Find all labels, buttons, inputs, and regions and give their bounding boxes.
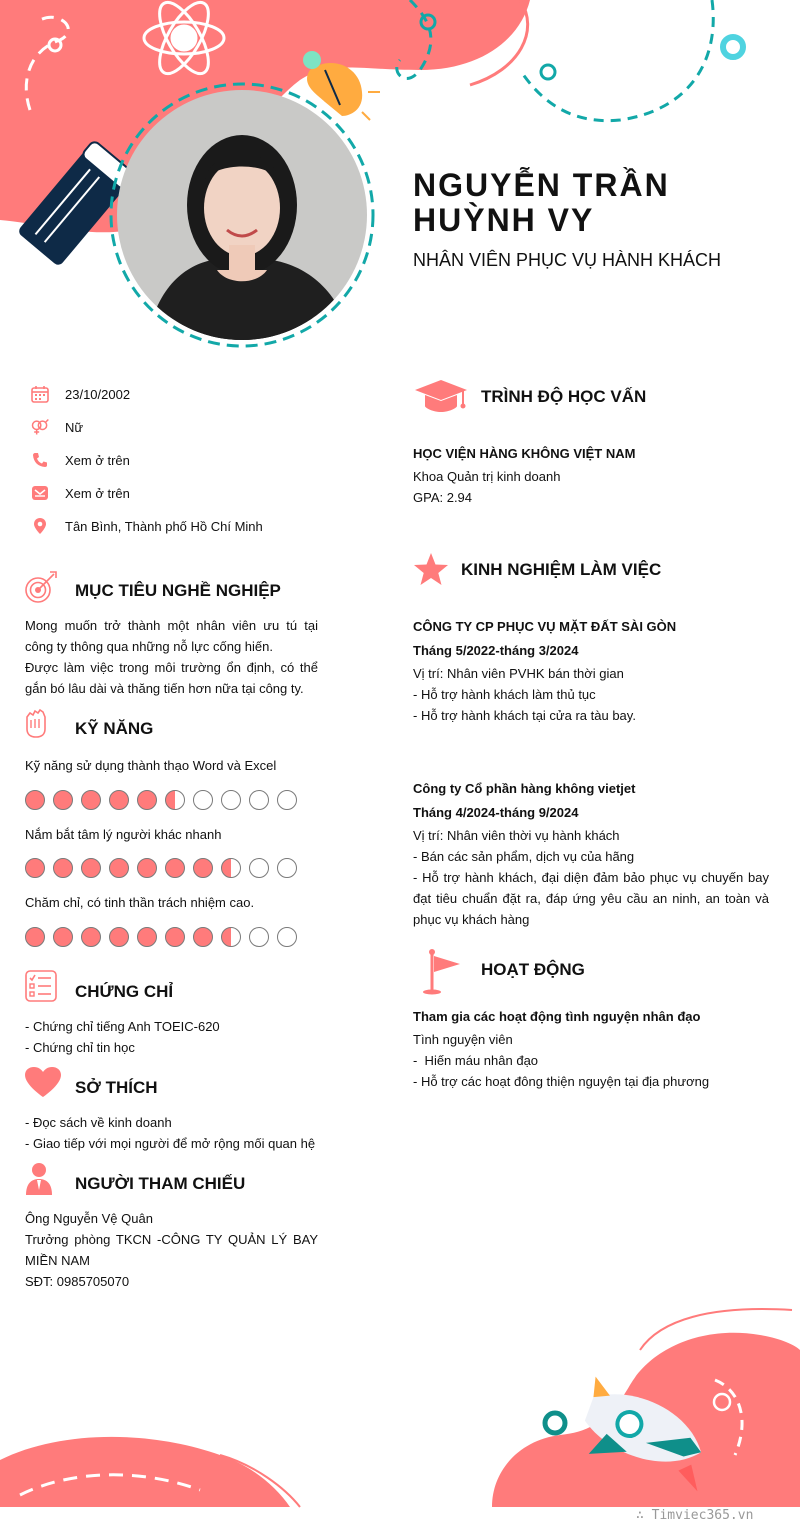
calendar-icon [30,384,50,404]
skill-label: Nắm bắt tâm lý người khác nhanh [25,827,222,842]
skills-title: KỸ NĂNG [75,719,154,738]
skill-rating-dot [193,790,213,810]
skill-label: Kỹ năng sử dụng thành thạo Word và Excel [25,758,277,773]
skill-rating-dot [25,790,45,810]
skill-rating-dot [165,858,185,878]
reference-title: NGƯỜI THAM CHIẾU [75,1174,246,1193]
birthday-value: 23/10/2002 [65,386,131,402]
phone-value: Xem ở trên [65,452,130,468]
name-line-2: HUỲNH VY [413,202,595,238]
skill-rating-dot [249,927,269,947]
contact-address [30,515,263,537]
skill-rating-dot [221,927,241,947]
star-icon [413,552,449,591]
skill-rating-dot [25,927,45,947]
skill-rating-dot [249,858,269,878]
hobby-item: - Đọc sách về kinh doanh [25,1115,172,1130]
flag-icon [420,948,462,1001]
skill-rating-dot [249,790,269,810]
skill-rating-dot [165,790,185,810]
skill-rating-dot [277,790,297,810]
contact-gender [30,416,83,438]
skill-rating-dot [193,858,213,878]
bottom-decoration [0,1290,800,1529]
objective-text-2: Được làm việc trong môi trường ổn định, có thể gắn bó lâu dài và thăng tiến hơn nữa tại công ty. [25,660,318,696]
job-duty: - Hỗ trợ hành khách làm thủ tục [413,687,596,702]
skill-rating-dot [109,790,129,810]
education-title: TRÌNH ĐỘ HỌC VẤN [481,387,647,406]
skill-rating-dot [53,927,73,947]
job-role: Vị trí: Nhân viên PVHK bán thời gian [413,666,624,681]
skill-rating-dot [221,790,241,810]
experience-title: KINH NGHIỆM LÀM VIỆC [461,560,662,579]
job-company: CÔNG TY CP PHỤC VỤ MẶT ĐẤT SÀI GÒN [413,619,677,634]
skill-rating-dot [221,858,241,878]
location-pin-icon [30,516,50,536]
skill-rating-dot [137,858,157,878]
faculty: Khoa Quản trị kinh doanh [413,469,561,484]
skill-rating-dot [81,927,101,947]
skill-rating-dot [81,858,101,878]
hobby-item: - Giao tiếp với mọi người để mở rộng mối quan hệ [25,1136,316,1151]
contact-email [30,482,130,504]
heart-icon [24,1066,62,1103]
skill-rating [25,790,297,810]
job-period: Tháng 5/2022-tháng 3/2024 [413,643,579,658]
objective-title: MỤC TIÊU NGHỀ NGHIỆP [75,581,281,600]
skill-rating-dot [53,858,73,878]
skill-rating-dot [81,790,101,810]
checklist-icon [25,970,57,1007]
skill-rating-dot [277,927,297,947]
graduation-cap-icon [413,378,469,419]
email-icon [30,483,50,503]
profile-photo [117,90,367,340]
watermark: ∴ Timviec365.vn [636,1508,754,1523]
skill-label: Chăm chỉ, có tinh thần trách nhiệm cao. [25,895,255,910]
job-duty: - Hỗ trợ hành khách, đại diện đảm bảo phục vụ chuyến bay đạt tiêu chuẩn đặt ra, đáp ứng yêu cầu an ninh, an toàn và phục vụ khách hàng [413,870,769,927]
certificate-item: - Chứng chỉ tin học [25,1040,135,1055]
reference-position: Trưởng phòng TKCN -CÔNG TY QUẢN LÝ BAY MIỀN NAM [25,1232,318,1268]
activity-item: - Hỗ trợ các hoạt đông thiện nguyện tại địa phương [413,1074,710,1089]
skill-rating-dot [137,790,157,810]
reference-name: Ông Nguyễn Vệ Quân [25,1211,153,1226]
job-duty: - Hỗ trợ hành khách tại cửa ra tàu bay. [413,708,636,723]
skill-rating-dot [193,927,213,947]
job-title: NHÂN VIÊN PHỤC VỤ HÀNH KHÁCH [413,250,722,270]
fist-icon [24,707,48,746]
job-duty: - Bán các sản phẩm, dịch vụ của hãng [413,849,635,864]
reference-phone: SĐT: 0985705070 [25,1274,130,1289]
job-period: Tháng 4/2024-tháng 9/2024 [413,805,579,820]
skill-rating-dot [109,927,129,947]
target-icon [24,570,58,609]
skill-rating-dot [109,858,129,878]
skill-rating-dot [137,927,157,947]
contact-phone [30,449,130,471]
job-company: Công ty Cổ phần hàng không vietjet [413,781,636,796]
skill-rating-dot [165,927,185,947]
certificates-title: CHỨNG CHỈ [75,982,174,1001]
gender-icon [30,417,50,437]
gender-value: Nữ [65,419,84,435]
address-value: Tân Bình, Thành phố Hồ Chí Minh [65,518,263,534]
activity-heading: Tham gia các hoạt động tình nguyện nhân đạo [413,1009,701,1024]
job-role: Vị trí: Nhân viên thời vụ hành khách [413,828,620,843]
skill-rating [25,927,297,947]
activities-title: HOẠT ĐỘNG [481,960,585,979]
school-name: HỌC VIỆN HÀNG KHÔNG VIỆT NAM [413,446,636,461]
contact-birthday [30,383,130,405]
skill-rating-dot [53,790,73,810]
objective-text-1: Mong muốn trở thành một nhân viên ưu tú tại công ty thông qua những nỗ lực cống hiến. [25,618,318,654]
activity-item: - Hiến máu nhân đạo [413,1053,539,1068]
email-value: Xem ở trên [65,485,130,501]
name-line-1: NGUYỄN TRẦN [413,167,670,203]
skill-rating-dot [277,858,297,878]
skill-rating [25,858,297,878]
gpa: GPA: 2.94 [413,490,473,505]
activity-role: Tình nguyện viên [413,1032,513,1047]
certificate-item: - Chứng chỉ tiếng Anh TOEIC-620 [25,1019,220,1034]
phone-icon [30,450,50,470]
skill-rating-dot [25,858,45,878]
hobbies-title: SỞ THÍCH [75,1078,158,1097]
person-icon [25,1162,53,1201]
candidate-name [413,168,783,238]
